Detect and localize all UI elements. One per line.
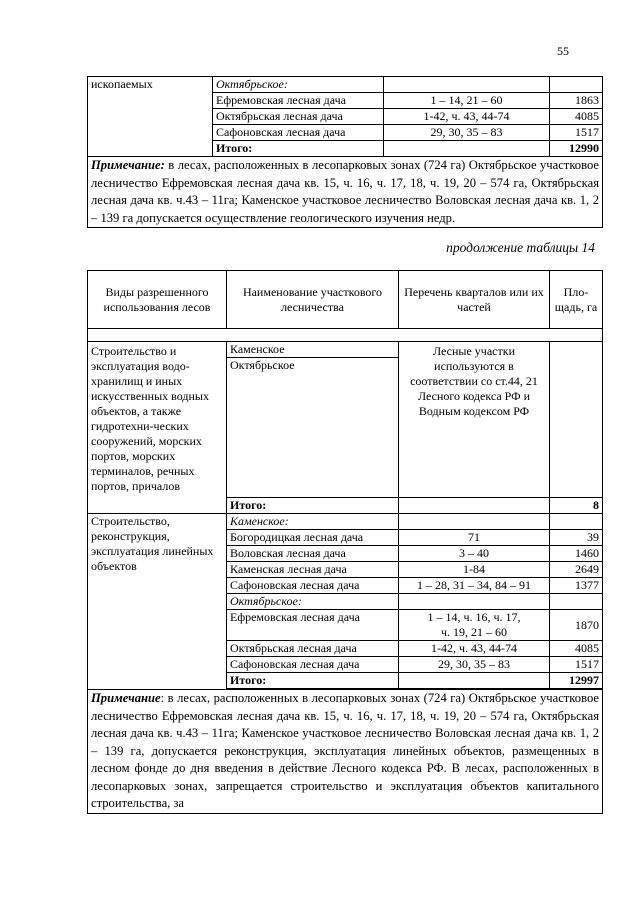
quarters-cell: 29, 30, 35 – 83 xyxy=(384,125,550,141)
note-label: Примечание: xyxy=(91,158,165,172)
forestry-name: Каменское xyxy=(227,342,399,358)
forest-dacha-name: Каменская лесная дача xyxy=(227,562,399,578)
quarters-text: Лесные участки используются в соответствии со ст.44, 21 Лесного кодекса РФ и Водным кодексом РФ xyxy=(399,342,550,498)
quarters-cell: 1 – 28, 31 – 34, 84 – 91 xyxy=(399,578,550,594)
quarters-line: ч. 19, 21 – 60 xyxy=(440,625,508,639)
table-header-row xyxy=(88,271,603,329)
category-cell: Строительство и эксплуатация водо-хранилищ и иных искусственных водных объектов, а также гидротехни-ческих сооружений, морских портов, морских терминалов, речных портов, причалов xyxy=(88,342,227,514)
forest-dacha-name: Сафоновская лесная дача xyxy=(227,578,399,594)
forest-dacha-name: Октябрьская лесная дача xyxy=(213,109,384,125)
total-value: 12997 xyxy=(550,673,603,689)
quarters-line: 1 – 14, ч. 16, ч. 17, xyxy=(427,610,521,624)
table-continuation-caption: продолжение таблицы 14 xyxy=(446,240,595,255)
category-cell: ископаемых xyxy=(88,77,213,157)
area-cell: 1517 xyxy=(550,125,603,141)
forest-dacha-name: Воловская лесная дача xyxy=(227,546,399,562)
quarters-cell: 71 xyxy=(399,530,550,546)
quarters-cell: 1-42, ч. 43, 44-74 xyxy=(384,109,550,125)
note-label: Примечание xyxy=(91,691,161,705)
forest-dacha-name: Сафоновская лесная дача xyxy=(213,125,384,141)
quarters-cell: 1-84 xyxy=(399,562,550,578)
page-number: 55 xyxy=(557,44,569,58)
forestry-subheader: Октябрьское: xyxy=(227,594,399,610)
total-label: Итого: xyxy=(213,141,384,157)
note-text: : в лесах, расположенных в лесопарковых зонах (724 га) Октябрьское участковое лесничество Ефремовская лесная дача кв. 15, ч. 16, ч. 17, 18, ч. 19, 20 – 574 га, Октябрьская лесная дача кв. ч.43 – 11га; Каменское участковое лесничество Воловская лесная дача кв. 1, 2 – 139 га, допускается реконструкция, эксплуатация линейных объектов, размещенных в лесном фонде до дня введения в действие Лесного кодекса РФ. В лесах, расположенных в лесопарковых зонах, запрещается строительство и эксплуатация объектов капитального строительства, за xyxy=(91,691,599,810)
forest-dacha-name: Октябрьская лесная дача xyxy=(227,641,399,657)
note-row xyxy=(88,157,603,228)
note-cell xyxy=(88,690,603,814)
header-quarters-list: Перечень кварталов или их частей xyxy=(399,271,550,329)
total-value: 12990 xyxy=(550,141,603,157)
header-permitted-use: Виды разрешенного использования лесов xyxy=(88,271,227,329)
table-row xyxy=(88,514,603,530)
forestry-subheader: Октябрьское: xyxy=(213,77,384,93)
quarters-cell: 1-42, ч. 43, 44-74 xyxy=(399,641,550,657)
area-cell: 1517 xyxy=(550,657,603,673)
quarters-cell xyxy=(399,610,550,641)
area-cell: 39 xyxy=(550,530,603,546)
table-row xyxy=(88,77,603,93)
area-cell: 1870 xyxy=(550,610,603,641)
forestry-name: Октябрьское xyxy=(227,358,399,498)
forest-dacha-name: Ефремовская лесная дача xyxy=(213,93,384,109)
area-cell: 2649 xyxy=(550,562,603,578)
note-text: в лесах, расположенных в лесопарковых зонах (724 га) Октябрьское участковое лесничество Ефремовская лесная дача кв. 15, ч. 16, ч. 17, 18, ч. 19, 20 – 574 га, Октябрьская лесная дача кв. ч.43 – 11га; Каменское участковое лесничество Воловская лесная дача кв. 1, 2 – 139 га допускается осуществление геологического изучения недр. xyxy=(91,158,599,225)
forest-dacha-name: Сафоновская лесная дача xyxy=(227,657,399,673)
area-cell: 1460 xyxy=(550,546,603,562)
area-cell: 1863 xyxy=(550,93,603,109)
area-cell: 4085 xyxy=(550,109,603,125)
total-value: 8 xyxy=(550,498,603,514)
table-row xyxy=(88,342,603,358)
category-cell: Строительство, реконструкция, эксплуатация линейных объектов xyxy=(88,514,227,690)
header-area: Пло-щадь, га xyxy=(550,271,603,329)
table-main xyxy=(87,270,603,814)
area-cell: 1377 xyxy=(550,578,603,594)
area-cell: 4085 xyxy=(550,641,603,657)
quarters-cell: 1 – 14, 21 – 60 xyxy=(384,93,550,109)
spacer-row xyxy=(88,329,603,342)
header-forestry-name: Наименование участкового лесничества xyxy=(227,271,399,329)
note-cell xyxy=(88,157,603,228)
table-fragment-top xyxy=(87,76,603,228)
forest-dacha-name: Ефремовская лесная дача xyxy=(227,610,399,641)
total-label: Итого: xyxy=(227,498,399,514)
quarters-cell: 3 – 40 xyxy=(399,546,550,562)
forestry-subheader: Каменское: xyxy=(227,514,399,530)
forest-dacha-name: Богородицкая лесная дача xyxy=(227,530,399,546)
note-row xyxy=(88,690,603,814)
total-label: Итого: xyxy=(227,673,399,689)
quarters-cell: 29, 30, 35 – 83 xyxy=(399,657,550,673)
